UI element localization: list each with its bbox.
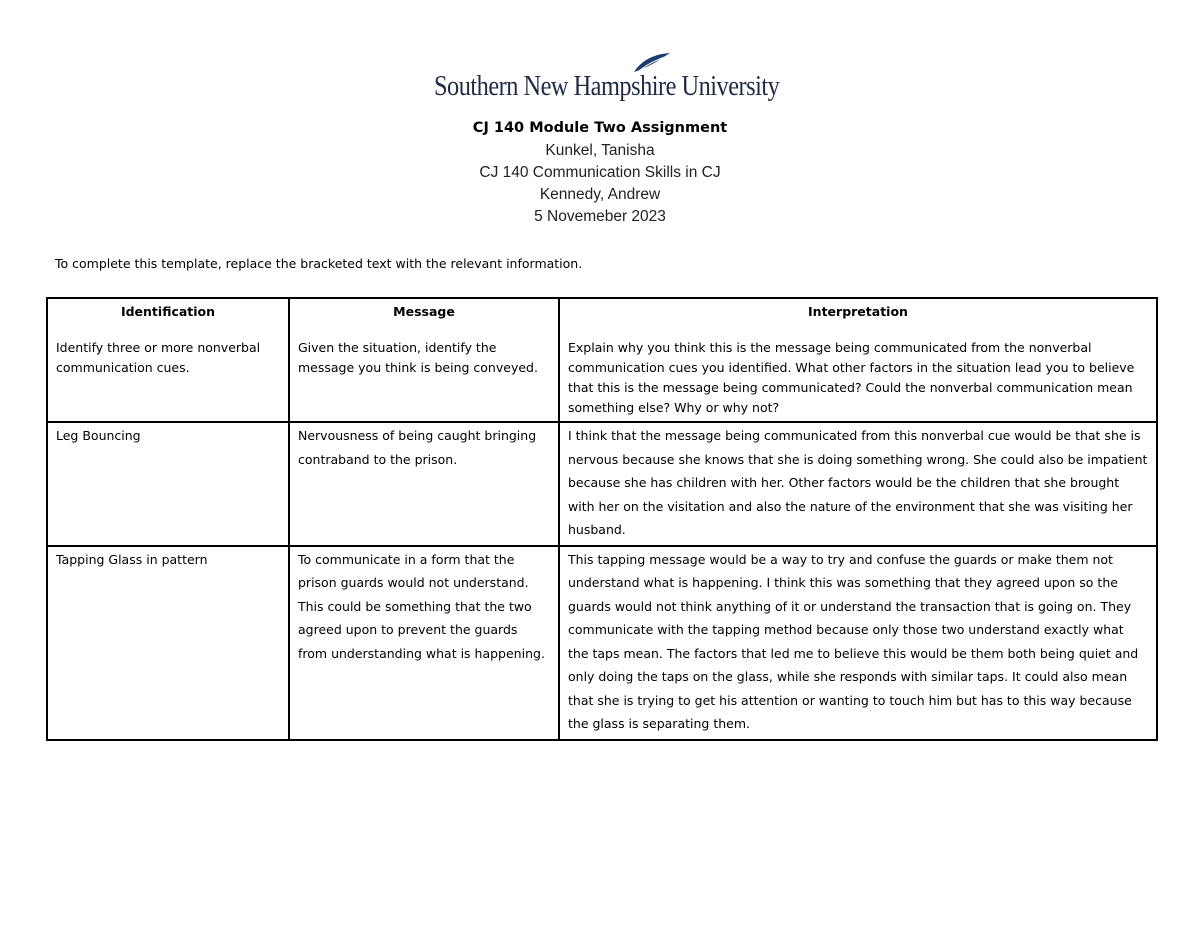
- message-header: [289, 298, 559, 422]
- university-logo-text: Southern New Hampshire University: [434, 70, 780, 102]
- identification-header-label: Identification: [120, 304, 216, 319]
- nonverbal-cues-table: [46, 297, 1158, 741]
- snhu-leaf-logo-icon: [632, 52, 672, 74]
- table-header-row: [47, 298, 1157, 422]
- identification-cell: Tapping Glass in pattern: [47, 546, 289, 740]
- interpretation-cell: I think that the message being communicated from this nonverbal cue would be that she is nervous because she knows that she is doing something wrong. She could also be impatient because she has children with her. Other factors would be the children that she brought with her on the visitation and also the nature of the environment that she was visiting her husband.: [559, 422, 1157, 546]
- student-name: Kunkel, Tanisha: [545, 142, 655, 159]
- interpretation-header-label: Interpretation: [808, 304, 908, 319]
- table-row: [47, 422, 1157, 546]
- interpretation-cell: This tapping message would be a way to try and confuse the guards or make them not understand what is happening. I think this was something that they agreed upon so the guards would not think anything of it or understand the transaction that is going on. They communicate with the tapping method because only those two understand exactly what the taps mean. The factors that led me to believe this would be them both being quiet and only doing the taps on the glass, while she responds with similar taps. It could also mean that she is trying to get his attention or wanting to touch him but has to this way because the glass is separating them.: [559, 546, 1157, 740]
- message-header-description: Given the situation, identify the message you think is being conveyed.: [298, 340, 538, 375]
- message-cell: Nervousness of being caught bringing contraband to the prison.: [289, 422, 559, 546]
- message-header-label: Message: [393, 304, 455, 319]
- document-header: [0, 118, 1200, 228]
- identification-cell: Leg Bouncing: [47, 422, 289, 546]
- interpretation-header: [559, 298, 1157, 422]
- identification-header: [47, 298, 289, 422]
- instructor-name: Kennedy, Andrew: [539, 186, 661, 203]
- submission-date: 5 Novemeber 2023: [534, 208, 666, 225]
- message-cell: To communicate in a form that the prison guards would not understand. This could be something that the two agreed upon to prevent the guards from understanding what is happening.: [289, 546, 559, 740]
- table-row: [47, 546, 1157, 740]
- identification-header-description: Identify three or more nonverbal communication cues.: [56, 340, 261, 375]
- template-instruction: To complete this template, replace the bracketed text with the relevant information.: [55, 256, 583, 271]
- university-logo: [434, 52, 780, 108]
- interpretation-header-description: Explain why you think this is the message being communicated from the nonverbal communication cues you identified. What other factors in the situation lead you to believe that this is the message being communicated? Could the nonverbal communication mean something else? Why or why not?: [568, 340, 1135, 415]
- assignment-title: CJ 140 Module Two Assignment: [472, 120, 728, 136]
- course-name: CJ 140 Communication Skills in CJ: [479, 164, 721, 181]
